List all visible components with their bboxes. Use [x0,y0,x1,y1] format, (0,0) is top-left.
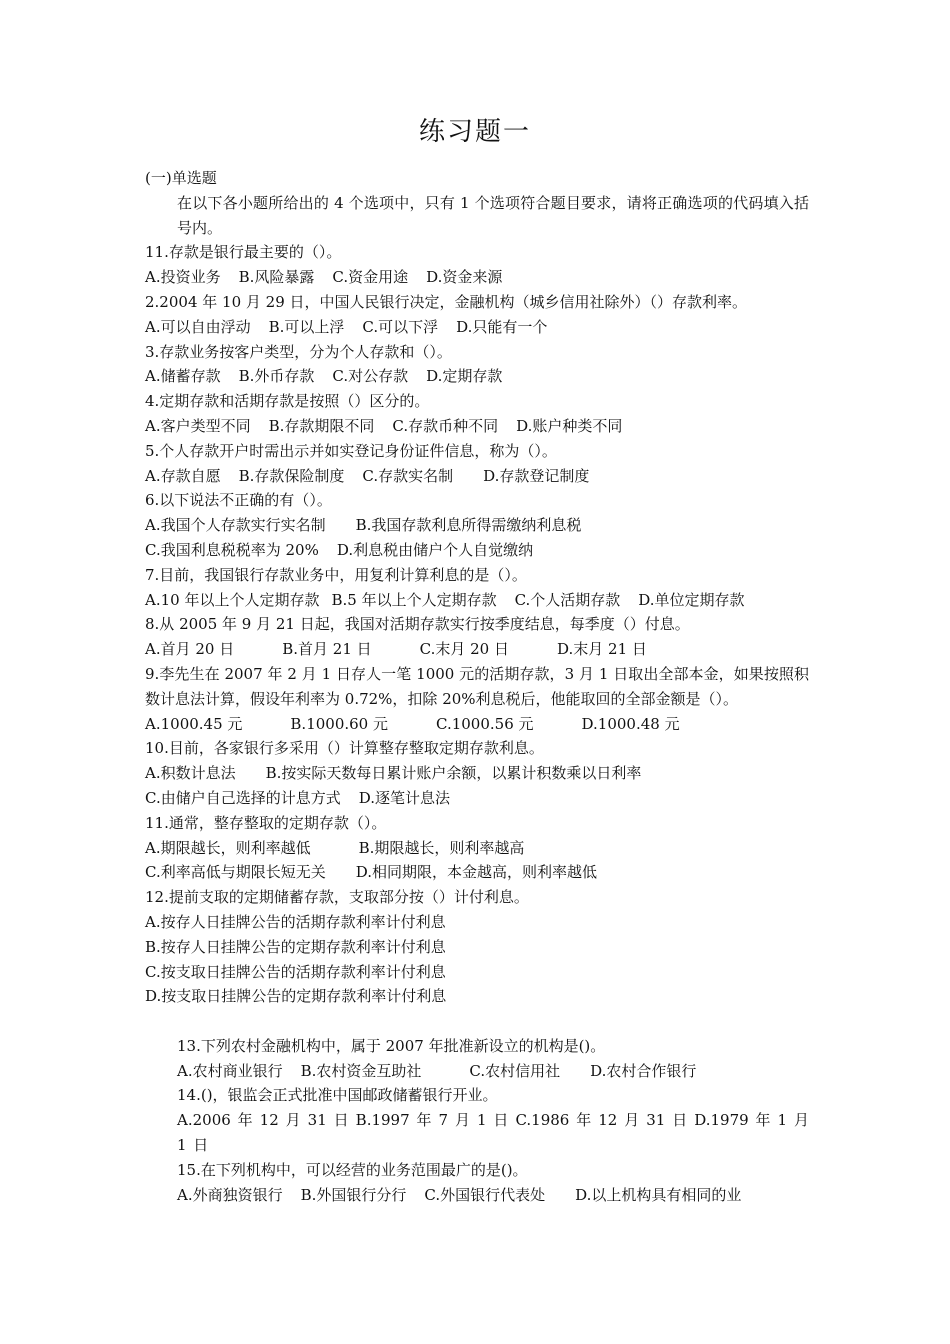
question-12-option-c: C.按支取日挂牌公告的活期存款利率计付利息 [145,962,446,981]
question-12-option-d: D.按支取日挂牌公告的定期存款利率计付利息 [145,987,447,1006]
option: C.存款币种不同 [392,416,499,435]
question-3: 3.存款业务按客户类型，分为个人存款和（）。 [145,342,452,361]
question-15: 15.在下列机构中，可以经营的业务范围最广的是()。 [177,1160,528,1179]
option: C.农村信用社 [469,1061,561,1080]
option: D.末月 21 日 [557,640,647,659]
instructions: 在以下各小题所给出的 4 个选项中，只有 1 个选项符合题目要求，请将正确选项的代码填入括号内。 [177,193,809,237]
option: B.存款期限不同 [268,416,375,435]
question-10-options-row-1 [145,761,809,786]
option: B.期限越长，则利率越高 [358,838,525,857]
question-5-options [145,464,809,489]
option: C.我国利息税税率为 20% [145,540,319,559]
option: A.农村商业银行 [177,1061,283,1080]
option: C.资金用途 [332,268,409,287]
question-13-options [145,1059,809,1084]
option: B.首月 21 日 [282,640,372,659]
option: B.5 年以上个人定期存款 [331,590,497,609]
option: C.对公存款 [332,367,409,386]
question-9: 9.李先生在 2007 年 2 月 1 日存人一笔 1000 元的活期存款，3 月 1 日取出全部本金，如果按照积数计息法计算，假设年利率为 0.72%，扣除 20%利息税后，他能取回的全部金额是（）。 [145,664,809,708]
option: A.期限越长，则利率越低 [145,838,311,857]
option: D.存款登记制度 [483,466,590,485]
option: B.我国存款利息所得需缴纳利息税 [355,516,582,535]
option: B.按实际天数每日累计账户余额，以累计积数乘以日利率 [265,764,642,783]
document-body [145,166,809,1207]
option: A.10 年以上个人定期存款 [145,590,320,609]
question-14-options: A.2006 年 12 月 31 日 B.1997 年 7 月 1 日 C.1986 年 12 月 31 日 D.1979 年 1 月 1 日 [177,1111,809,1155]
option: A.我国个人存款实行实名制 [145,516,326,535]
question-10-options-row-2 [145,786,809,811]
option: C.利率高低与期限长短无关 [145,863,326,882]
option: D.账户种类不同 [516,416,623,435]
question-2-options [145,315,809,340]
section-heading: (一)单选题 [145,169,217,187]
option: D.1000.48 元 [581,714,680,733]
question-14: 14.()，银监会正式批准中国邮政储蓄银行开业。 [177,1086,498,1105]
option: B.外币存款 [238,367,315,386]
question-11: 11.通常，整存整取的定期存款（）。 [145,813,387,832]
option: A.可以自由浮动 [145,317,251,336]
option: D.单位定期存款 [638,590,745,609]
question-8: 8.从 2005 年 9 月 21 日起，我国对活期存款实行按季度结息，每季度（）付息。 [145,615,690,634]
option: D.资金来源 [426,268,503,287]
question-7-options [145,588,809,613]
question-9-options [145,712,809,737]
option: B.风险暴露 [238,268,315,287]
question-2: 2.2004 年 10 月 29 日，中国人民银行决定，金融机构（城乡信用社除外）（）存款利率。 [145,292,748,311]
page-title: 练习题一 [418,117,531,147]
question-12: 12.提前支取的定期储蓄存款，支取部分按（）计付利息。 [145,888,529,907]
option: D.定期存款 [426,367,503,386]
option: B.存款保险制度 [238,466,345,485]
option: B.1000.60 元 [290,714,388,733]
option: A.储蓄存款 [145,367,221,386]
option: C.1000.56 元 [436,714,534,733]
question-12-option-b: B.按存人日挂牌公告的定期存款利率计付利息 [145,937,446,956]
option: D.农村合作银行 [590,1061,697,1080]
question-11-options-row-2 [145,860,809,885]
spacer [145,1009,809,1034]
question-5: 5.个人存款开户时需出示并如实登记身份证件信息，称为（）。 [145,441,557,460]
option: A.1000.45 元 [145,714,243,733]
option: C.个人活期存款 [514,590,621,609]
option: A.存款自愿 [145,466,221,485]
question-7: 7.目前，我国银行存款业务中，用复利计算利息的是（）。 [145,565,527,584]
option: A.首月 20 日 [145,640,235,659]
option: A.投资业务 [145,268,221,287]
option: B.农村资金互助社 [300,1061,422,1080]
option: D.只能有一个 [456,317,548,336]
question-1-options [145,265,809,290]
option: D.以上机构具有相同的业 [575,1185,742,1204]
option: D.利息税由储户个人自觉缴纳 [336,540,534,559]
option: B.外国银行分行 [300,1185,407,1204]
option: A.外商独资银行 [177,1185,283,1204]
option: C.末月 20 日 [419,640,509,659]
option: B.可以上浮 [268,317,345,336]
question-8-options [145,637,809,662]
question-13: 13.下列农村金融机构中，属于 2007 年批准新设立的机构是()。 [177,1036,606,1055]
question-15-options [145,1183,809,1208]
question-6-options-row-1 [145,513,809,538]
option: C.可以下浮 [362,317,439,336]
question-6: 6.以下说法不正确的有（）。 [145,491,332,510]
option: D.逐笔计息法 [358,788,450,807]
option: A.客户类型不同 [145,416,251,435]
question-3-options [145,364,809,389]
question-10: 10.目前，各家银行多采用（）计算整存整取定期存款利息。 [145,739,544,758]
option: C.存款实名制 [362,466,454,485]
question-4-options [145,414,809,439]
question-1: 11.存款是银行最主要的（）。 [145,243,342,262]
option: C.外国银行代表处 [424,1185,546,1204]
question-4: 4.定期存款和活期存款是按照（）区分的。 [145,392,430,411]
question-12-option-a: A.按存人日挂牌公告的活期存款利率计付利息 [145,912,446,931]
option: C.由储户自己选择的计息方式 [145,788,341,807]
option: D.相同期限，本金越高，则利率越低 [355,863,597,882]
question-11-options-row-1 [145,836,809,861]
question-6-options-row-2 [145,538,809,563]
option: A.积数计息法 [145,764,236,783]
